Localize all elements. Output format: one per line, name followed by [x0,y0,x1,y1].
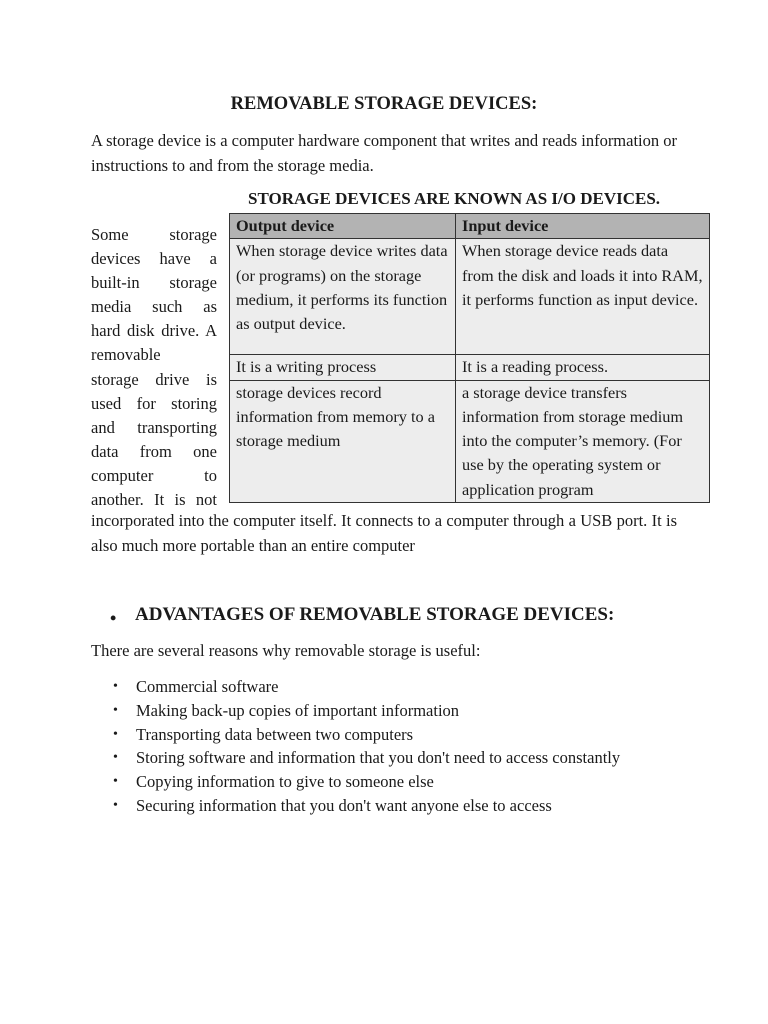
list-item: • Commercial software [91,675,620,699]
page-title: REMOVABLE STORAGE DEVICES: [230,94,538,114]
side-line: media such as [91,297,217,317]
table-cell: It is a writing process [230,355,456,380]
list-item: • Storing software and information that you don't need to access constantly [91,746,620,770]
side-line: removable [91,345,161,365]
side-line: hard disk drive. A [91,321,217,341]
advantages-heading-text: ADVANTAGES OF REMOVABLE STORAGE DEVICES: [135,604,615,625]
intro-paragraph: A storage device is a computer hardware component that writes and reads information or instructions to and from the storage media. [91,131,678,175]
table-cell: When storage device reads data from the disk and loads it into RAM, it performs function as input device. [456,239,710,355]
list-item: • Securing information that you don't want anyone else to access [91,794,620,818]
continuation-paragraph: incorporated into the computer itself. It connects to a computer through a USB port. It is also much more portable than an entire computer [91,511,677,555]
table-row [230,239,710,355]
list-item: • Making back-up copies of important information [91,699,620,723]
advantages-heading [110,604,615,628]
table-cell: storage devices record information from memory to a storage medium [230,380,456,502]
bullet-icon: • [110,608,117,628]
table-header-row [230,214,710,239]
table-cell: a storage device transfers information from storage medium into the computer’s memory. (For use by the operating system or application program [456,380,710,502]
side-line: and transporting [91,417,217,437]
side-line: storage drive is [91,369,217,389]
io-devices-table [229,213,710,503]
table-cell: When storage device writes data (or programs) on the storage medium, it performs its function as output device. [230,239,456,355]
reasons-list [91,675,620,818]
side-line: another. It is not [91,490,217,510]
side-line: built-in storage [91,273,217,293]
side-line: computer to [91,465,217,485]
table-caption: STORAGE DEVICES ARE KNOWN AS I/O DEVICES. [248,189,661,208]
table-row [230,380,710,502]
table-row [230,355,710,380]
side-line: devices have a [91,249,217,269]
side-line: data from one [91,441,217,461]
list-item: • Copying information to give to someone else [91,770,620,794]
side-paragraph [91,223,217,512]
header-output-device: Output device [230,214,456,239]
table-cell: It is a reading process. [456,355,710,380]
side-line: Some storage [91,225,217,244]
header-input-device: Input device [456,214,710,239]
list-item: • Transporting data between two computers [91,723,620,747]
reasons-intro: There are several reasons why removable storage is useful: [91,641,481,660]
side-line: used for storing [91,393,217,413]
